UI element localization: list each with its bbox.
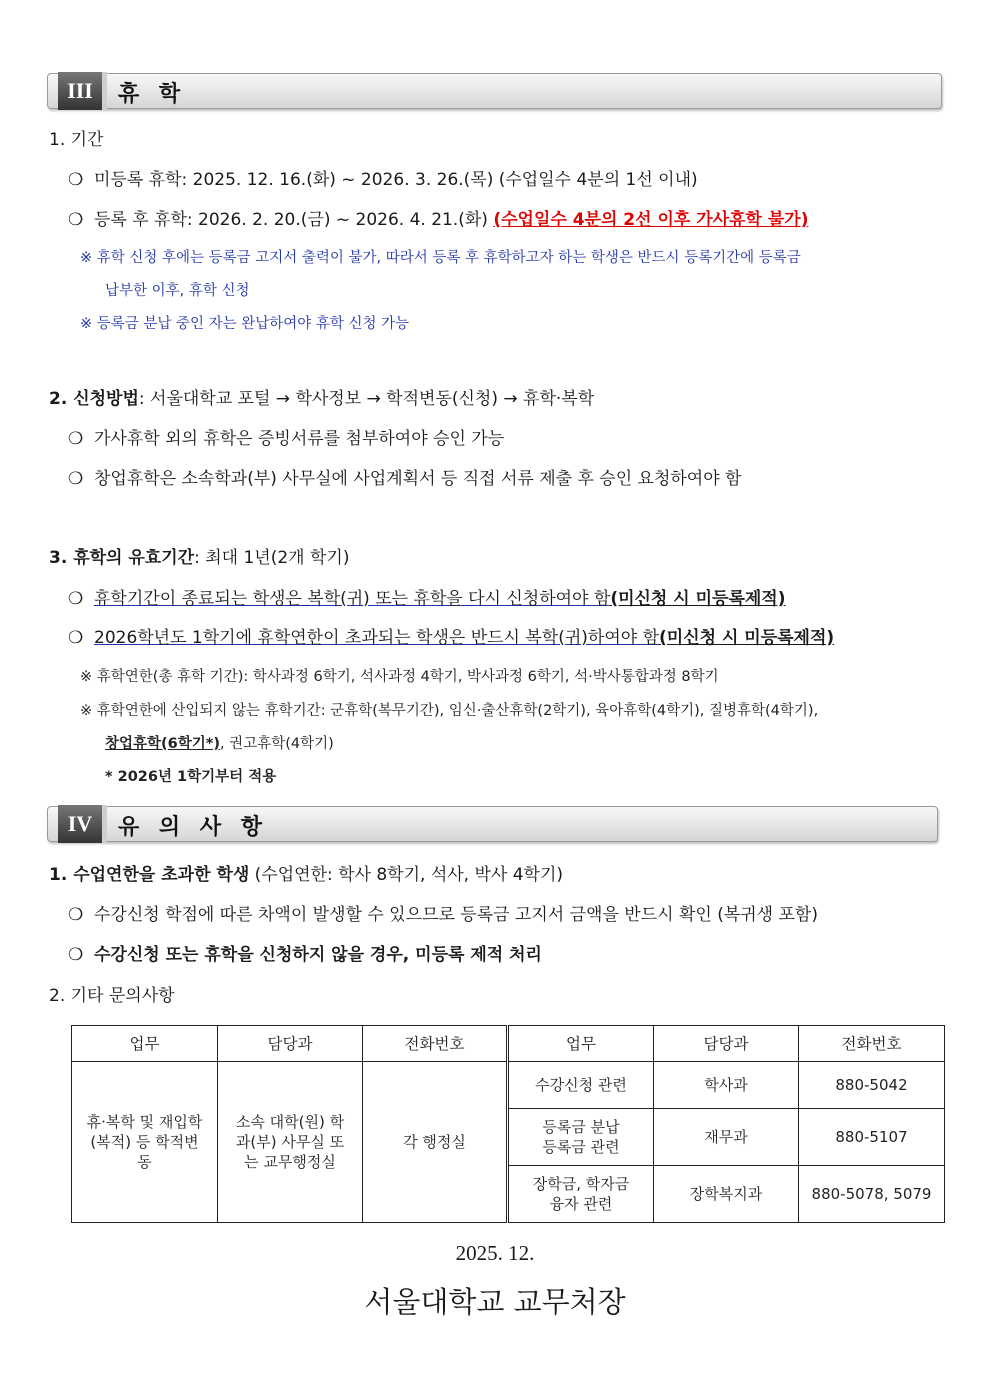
note-rest: , 권고휴학(4학기)	[219, 736, 334, 752]
warning-text: (수업일수 4분의 2선 이후 가사휴학 불가)	[493, 210, 809, 230]
heading-valid-period	[49, 547, 349, 569]
list-item	[68, 588, 786, 610]
heading-inquiries: 2. 기타 문의사항	[49, 986, 175, 1006]
bullet-text: 미등록 휴학: 2025. 12. 16.(화) ~ 2026. 3. 26.(목) (수업일수 4분의 1선 이내)	[94, 170, 698, 190]
heading-bold: 1. 수업연한을 초과한 학생	[49, 865, 250, 885]
bullet-text: 휴학기간이 종료되는 학생은 복학(귀) 또는 휴학을 다시 신청하여야 함	[94, 589, 611, 609]
table-cell: 등록금 분납 등록금 관련	[508, 1109, 654, 1166]
table-cell: 장학금, 학자금 융자 관련	[508, 1166, 654, 1223]
column-header: 담당과	[218, 1026, 363, 1062]
note-text: ※ 휴학연한(총 휴학 기간): 학사과정 6학기, 석사과정 4학기, 박사과정 6학기, 석·박사통합과정 8학기	[80, 669, 719, 685]
column-header: 전화번호	[363, 1026, 508, 1062]
heading-rest: (수업연한: 학사 8학기, 석사, 박사 4학기)	[249, 865, 564, 885]
signer-title: 서울대학교 교무처장	[364, 1285, 626, 1319]
table-cell: 880-5078, 5079	[799, 1166, 945, 1223]
section-number: III	[58, 72, 107, 110]
note-text	[105, 733, 334, 755]
note-text: ※ 등록금 분납 중인 자는 완납하여야 휴학 신청 가능	[80, 316, 410, 332]
column-header: 업무	[72, 1026, 218, 1062]
list-item	[68, 209, 808, 231]
heading-rest: : 최대 1년(2개 학기)	[194, 548, 350, 568]
bullet-bold: (미신청 시 미등록제적)	[659, 628, 835, 648]
bullet-text: 수강신청 또는 휴학을 신청하지 않을 경우, 미등록 제적 처리	[94, 945, 542, 965]
bullet-icon: ❍	[68, 589, 84, 609]
heading-bold: 3. 휴학의 유효기간	[49, 548, 195, 568]
section-title: 유 의 사 항	[118, 815, 268, 840]
table-cell: 각 행정실	[363, 1062, 508, 1223]
table-header-row	[72, 1026, 945, 1062]
list-item	[68, 428, 504, 450]
column-header: 담당과	[654, 1026, 799, 1062]
note-bold: 창업휴학(6학기*)	[105, 736, 220, 752]
table-cell: 수강신청 관련	[508, 1062, 654, 1109]
bullet-text: 창업휴학은 소속학과(부) 사무실에 사업계획서 등 직접 서류 제출 후 승인 요청하여야 함	[94, 469, 742, 489]
bullet-icon: ❍	[68, 469, 84, 489]
bullet-text: 가사휴학 외의 휴학은 증빙서류를 첨부하여야 승인 가능	[94, 429, 505, 449]
issue-date: 2025. 12.	[455, 1241, 535, 1265]
bullet-icon: ❍	[68, 945, 84, 965]
list-item	[68, 627, 834, 649]
list-item	[68, 169, 698, 191]
table-cell: 880-5107	[799, 1109, 945, 1166]
bullet-icon: ❍	[68, 429, 84, 449]
contact-table	[71, 1025, 945, 1223]
bullet-text: 등록 후 휴학: 2026. 2. 20.(금) ~ 2026. 4. 21.(화)	[94, 210, 494, 230]
note-text: ※ 휴학 신청 후에는 등록금 고지서 출력이 불가, 따라서 등록 후 휴학하고자 하는 학생은 반드시 등록기간에 등록금	[80, 250, 801, 266]
table-cell: 소속 대학(원) 학과(부) 사무실 또는 교무행정실	[218, 1062, 363, 1223]
bullet-text: 수강신청 학점에 따른 차액이 발생할 수 있으므로 등록금 고지서 금액을 반드시 확인 (복귀생 포함)	[94, 905, 818, 925]
heading-apply-method	[49, 388, 594, 410]
bullet-icon: ❍	[68, 628, 84, 648]
heading-period: 1. 기간	[49, 130, 104, 150]
bullet-text: 2026학년도 1학기에 휴학연한이 초과되는 학생은 반드시 복학(귀)하여야 함	[94, 628, 659, 648]
section-number: IV	[58, 805, 107, 843]
section-header-leave	[47, 73, 942, 109]
table-cell: 장학복지과	[654, 1166, 799, 1223]
column-header: 업무	[508, 1026, 654, 1062]
table-cell: 재무과	[654, 1109, 799, 1166]
heading-bold: 2. 신청방법	[49, 389, 139, 409]
table-row	[72, 1062, 945, 1109]
note-text: * 2026년 1학기부터 적용	[105, 769, 277, 785]
note-text: ※ 휴학연한에 산입되지 않는 휴학기간: 군휴학(복무기간), 임신·출산휴학(2학기), 육아휴학(4학기), 질병휴학(4학기),	[80, 703, 819, 719]
table-cell: 휴·복학 및 재입학(복적) 등 학적변동	[72, 1062, 218, 1223]
heading-exceeded-students	[49, 864, 563, 886]
list-item	[68, 904, 818, 926]
bullet-icon: ❍	[68, 210, 84, 230]
section-title: 휴 학	[118, 82, 187, 107]
table-cell: 880-5042	[799, 1062, 945, 1109]
list-item	[68, 468, 741, 490]
note-text: 납부한 이후, 휴학 신청	[105, 283, 250, 299]
heading-rest: : 서울대학교 포털 → 학사정보 → 학적변동(신청) → 휴학·복학	[138, 389, 595, 409]
section-header-notes	[47, 806, 938, 842]
bullet-icon: ❍	[68, 905, 84, 925]
column-header: 전화번호	[799, 1026, 945, 1062]
bullet-bold: (미신청 시 미등록제적)	[610, 589, 786, 609]
table-cell: 학사과	[654, 1062, 799, 1109]
list-item	[68, 944, 542, 966]
bullet-icon: ❍	[68, 170, 84, 190]
